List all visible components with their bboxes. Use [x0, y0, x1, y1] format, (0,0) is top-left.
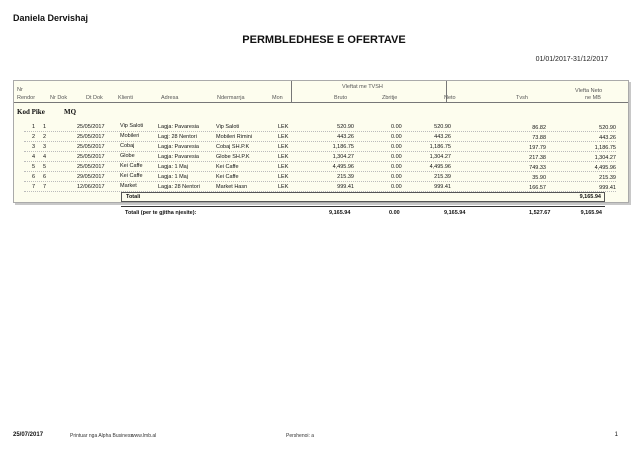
grand-total-tvsh: 1,527.67	[529, 210, 551, 216]
col-neto-header: Neto	[444, 95, 456, 101]
cell-adresa: Lagja: Pavaresia	[158, 124, 199, 130]
cell-mon: LEK	[278, 124, 289, 130]
cell-vlefta-neto: 520.90	[599, 125, 616, 131]
col-vlefta-neto-header: Vlefta Neto	[575, 88, 603, 94]
cell-tvsh: 166.57	[529, 185, 546, 191]
cell-ndermarrja: Mobileri Rimini	[216, 134, 253, 140]
grand-total-label: Totali (per te gjitha njesite):	[125, 210, 197, 216]
cell-ndermarrja: Cobaj SH.P.K	[216, 144, 250, 150]
cell-dtdok: 25/05/2017	[77, 134, 105, 140]
cell-adresa: Lagja: Pavaresia	[158, 144, 199, 150]
cell-nrdok: 5	[43, 164, 47, 170]
cell-zbritje: 0.00	[391, 164, 402, 170]
table-row	[24, 152, 616, 162]
col-nrdok-header: Nr Dok	[50, 95, 68, 101]
report-title: PERMBLEDHESE E OFERTAVE	[242, 34, 406, 46]
cell-vlefta-neto: 999.41	[599, 185, 616, 191]
cell-klienti: Globe	[120, 153, 135, 159]
cell-rendor: 5	[32, 164, 36, 170]
cell-nrdok: 4	[43, 154, 47, 160]
cell-klienti: Vip Saloti	[120, 123, 144, 129]
grand-total-row	[121, 206, 605, 217]
report-period: 01/01/2017-31/12/2017	[535, 56, 608, 63]
cell-bruto: 4,495.96	[332, 164, 354, 170]
cell-nrdok: 2	[43, 134, 47, 140]
group-label: Kod Pike	[17, 108, 45, 116]
cell-vlefta-neto: 1,304.27	[594, 155, 616, 161]
cell-rendor: 3	[32, 144, 36, 150]
cell-dtdok: 25/05/2017	[77, 164, 105, 170]
report-table	[13, 80, 629, 203]
cell-bruto: 443.26	[337, 134, 354, 140]
cell-neto: 443.26	[434, 134, 451, 140]
cell-zbritje: 0.00	[391, 134, 402, 140]
col-adresa-header: Adresa	[161, 95, 179, 101]
cell-klienti: Market	[120, 183, 137, 189]
table-row	[24, 172, 616, 182]
cell-mon: LEK	[278, 154, 289, 160]
col-klienti-header: Klienti	[118, 95, 133, 101]
cell-ndermarrja: Globe SH.P.K	[216, 154, 250, 160]
cell-tvsh: 217.38	[529, 155, 546, 161]
col-dtdok-header: Dt Dok	[86, 95, 103, 101]
col-mon-header: Mon	[272, 95, 283, 101]
group-total-vlefta-neto: 9,165.94	[579, 194, 601, 200]
cell-rendor: 7	[32, 184, 36, 190]
cell-mon: LEK	[278, 134, 289, 140]
cell-tvsh: 35.90	[532, 175, 546, 181]
col-zbritje-header: Zbritje	[382, 95, 398, 101]
cell-mon: LEK	[278, 184, 289, 190]
cell-neto: 215.39	[434, 174, 451, 180]
footer-printed-by: Printuar nga Alpha Business	[70, 433, 133, 439]
cell-rendor: 1	[32, 124, 36, 130]
cell-ndermarrja: Kei Caffe	[216, 174, 239, 180]
cell-tvsh: 86.82	[532, 125, 546, 131]
header-divider	[291, 81, 292, 103]
table-row	[24, 132, 616, 142]
cell-nrdok: 7	[43, 184, 47, 190]
grand-total-vlefta-neto: 9,165.94	[580, 210, 602, 216]
cell-zbritje: 0.00	[391, 174, 402, 180]
footer-signature: Pershenoi: a	[286, 433, 315, 439]
cell-bruto: 215.39	[337, 174, 354, 180]
cell-neto: 1,186.75	[429, 144, 451, 150]
group-total-label: Totali	[126, 194, 141, 200]
cell-neto: 4,495.96	[429, 164, 451, 170]
grand-total-zbritje: 0.00	[389, 210, 400, 216]
cell-dtdok: 25/05/2017	[77, 124, 105, 130]
table-row	[24, 162, 616, 172]
cell-mon: LEK	[278, 164, 289, 170]
cell-neto: 999.41	[434, 184, 451, 190]
cell-adresa: Lagja: 28 Nentori	[158, 184, 200, 190]
cell-vlefta-neto: 443.26	[599, 135, 616, 141]
col-tvsh-header: Tvsh	[516, 95, 528, 101]
cell-klienti: Kei Caffe	[120, 163, 143, 169]
cell-zbritje: 0.00	[391, 184, 402, 190]
cell-zbritje: 0.00	[391, 154, 402, 160]
cell-mon: LEK	[278, 144, 289, 150]
group-value: MQ	[64, 108, 77, 116]
cell-rendor: 4	[32, 154, 36, 160]
cell-bruto: 999.41	[337, 184, 354, 190]
grand-total-neto: 9,165.94	[444, 210, 466, 216]
cell-vlefta-neto: 1,186.75	[594, 145, 616, 151]
cell-rendor: 6	[32, 174, 36, 180]
cell-adresa: Lagja: 1 Maj	[158, 164, 188, 170]
report-author: Daniela Dervishaj	[13, 13, 89, 23]
cell-dtdok: 12/06/2017	[77, 184, 105, 190]
cell-neto: 520.90	[434, 124, 451, 130]
cell-neto: 1,304.27	[429, 154, 451, 160]
col-ndermarrja-header: Ndermarrja	[217, 95, 245, 101]
cell-zbritje: 0.00	[391, 124, 402, 130]
cell-adresa: Lagja: 1 Maj	[158, 174, 188, 180]
cell-tvsh: 749.33	[529, 165, 546, 171]
cell-dtdok: 25/05/2017	[77, 154, 105, 160]
cell-vlefta-neto: 4,495.96	[594, 165, 616, 171]
cell-ndermarrja: Vip Saloti	[216, 124, 240, 130]
col-bruto-header: Bruto	[334, 95, 348, 101]
col-vlefta-neto-header-sub: ne MB	[585, 95, 601, 101]
cell-rendor: 2	[32, 134, 36, 140]
cell-adresa: Lagj: 28 Nentori	[158, 134, 197, 140]
cell-nrdok: 1	[43, 124, 47, 130]
col-rendor-header: Rendor	[17, 95, 36, 101]
col-vleftat-group-header: Vleftat me TVSH	[342, 84, 383, 90]
table-row	[24, 122, 616, 132]
cell-bruto: 1,304.27	[332, 154, 354, 160]
cell-ndermarrja: Market Hasn	[216, 184, 248, 190]
footer-website: www.lmb.al	[131, 433, 157, 439]
cell-tvsh: 197.79	[529, 145, 546, 151]
footer-date: 25/07/2017	[13, 432, 44, 438]
cell-klienti: Kei Caffe	[120, 173, 143, 179]
cell-mon: LEK	[278, 174, 289, 180]
cell-adresa: Lagja: Pavaresia	[158, 154, 199, 160]
cell-zbritje: 0.00	[391, 144, 402, 150]
cell-dtdok: 29/05/2017	[77, 174, 105, 180]
cell-nrdok: 3	[43, 144, 47, 150]
cell-klienti: Cobaj	[120, 143, 135, 149]
cell-bruto: 1,186.75	[332, 144, 354, 150]
grand-total-bruto: 9,165.94	[329, 210, 351, 216]
table-header	[14, 81, 628, 103]
cell-vlefta-neto: 215.39	[599, 175, 616, 181]
table-row	[24, 182, 616, 192]
cell-ndermarrja: Kei Caffe	[216, 164, 239, 170]
cell-tvsh: 73.88	[532, 135, 546, 141]
cell-dtdok: 25/05/2017	[77, 144, 105, 150]
col-nr-label: Nr	[17, 87, 23, 93]
group-total-row	[121, 192, 605, 202]
cell-bruto: 520.90	[337, 124, 354, 130]
cell-nrdok: 6	[43, 174, 47, 180]
table-row	[24, 142, 616, 152]
footer-page-number: 1	[614, 432, 618, 438]
cell-klienti: Mobileri	[120, 133, 140, 139]
